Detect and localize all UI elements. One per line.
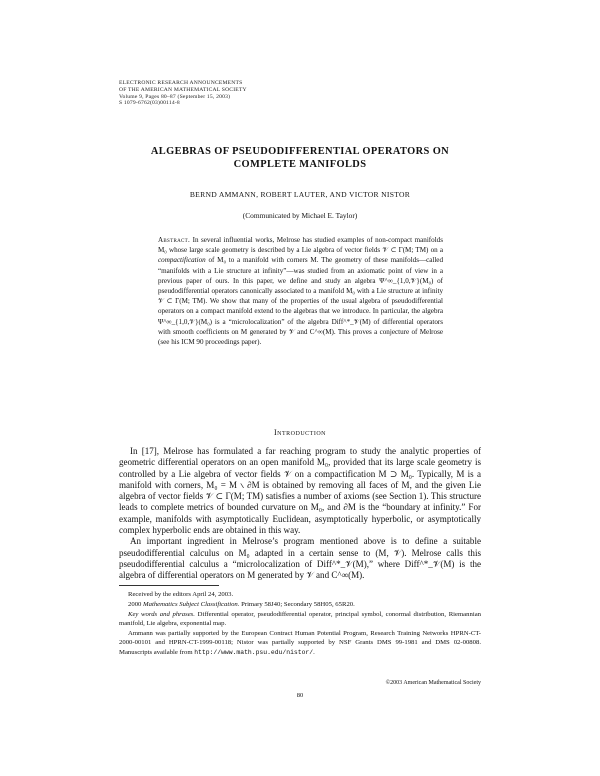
section-heading-introduction: Introduction <box>274 428 326 437</box>
support-text: Ammann was partially supported by the European Contract Human Potential Program, Research Training Networks HPRN-CT-2000-00101 and HPRN-CT-1999-00118; Nistor was partially supported by NSF Grants DMS 99-1981 and DMS 02-00808. Manuscripts available from <box>119 630 481 656</box>
page-number: 80 <box>296 692 304 699</box>
msc-codes: Primary 58J40; Secondary 58H05, 65R20. <box>241 601 355 609</box>
journal-name-line-2: OF THE AMERICAN MATHEMATICAL SOCIETY <box>119 86 247 93</box>
footnote-msc <box>119 600 481 609</box>
msc-year: 2000 <box>128 601 142 609</box>
msc-label: Mathematics Subject Classification. <box>143 601 240 609</box>
introduction-body <box>119 446 481 582</box>
paper-title-line-1: ALGEBRAS OF PSEUDODIFFERENTIAL OPERATORS ON <box>150 146 450 157</box>
abstract-emphasis: compactification <box>158 256 206 265</box>
authors: BERND AMMANN, ROBERT LAUTER, AND VICTOR NISTOR <box>189 190 411 199</box>
introduction-paragraph-1: In [17], Melrose has formulated a far reaching program to study the analytic properties of geometric differential operators on an open manifold M₀, provided that its large scale geometry is controlled by a Lie algebra of vector fields 𝒱 on a compactification M ⊃ M₀. Typically, M is a manifold with corners, M₀ = M ∖ ∂M is obtained by removing all faces of M, and the given Lie algebra of vector fields 𝒱 ⊂ Γ(M; TM) satisfies a number of axioms (see Section 1). This structure leads to complete metrics of bounded curvature on M₀, and ∂M is the “boundary at infinity.” For example, manifolds with asymptotically Euclidean, asymptotically hyperbolic, or asymptotically complex hyperbolic ends are obtained in this way. <box>119 446 481 536</box>
paper-title <box>0 145 600 171</box>
footnote-keywords <box>119 610 481 628</box>
keywords-text: Differential operator, pseudodifferential operator, principal symbol, conormal distribution, Riemannian manifold, Lie algebra, exponential map. <box>119 611 482 628</box>
keywords-label: Key words and phrases. <box>128 611 195 619</box>
communicated-by: (Communicated by Michael E. Taylor) <box>242 211 358 220</box>
issn-info: S 1079-6762(03)00114-8 <box>119 100 180 107</box>
footnote-received: Received by the editors April 24, 2003. <box>128 591 234 598</box>
footnotes <box>119 590 481 658</box>
copyright-notice: ©2003 American Mathematical Society <box>385 680 481 686</box>
abstract-label: Abstract. <box>158 236 191 244</box>
journal-name-line-1: ELECTRONIC RESEARCH ANNOUNCEMENTS <box>119 80 243 86</box>
support-text-end: . <box>313 648 315 656</box>
abstract-text-part-2: of M₀ to a manifold with corners M. The geometry of these manifolds—called “manifolds with a Lie structure at infinity”—was studied from an axiomatic point of view in a previous paper of ours. In this paper, we define and study an algebra Ψ^∞_{1,0,𝒱}(M₀) of pseudodifferential operators canonically associated to a manifold M₀ with a Lie structure at infinity 𝒱 ⊂ Γ(M; TM). We show that many of the properties of the usual algebra of pseudodifferential operators on a compact manifold extend to the algebras that we introduce. In particular, the algebra Ψ^∞_{1,0,𝒱}(M₀) is a “microlocalization” of the algebra Diff^*_𝒱(M) of differential operators with smooth coefficients on M generated by 𝒱 and C^∞(M). This proves a conjecture of Melrose (see his ICM 90 proceedings paper). <box>158 256 444 347</box>
abstract-text-part-1: In several influential works, Melrose has studied examples of non-compact manifolds M₀ whose large scale geometry is described by a Lie algebra of vector fields 𝒱 ⊂ Γ(M; TM) on a <box>158 236 443 255</box>
paper-title-line-2: COMPLETE MANIFOLDS <box>233 159 367 170</box>
manuscripts-url-link[interactable]: http://www.math.psu.edu/nistor/ <box>194 648 314 656</box>
journal-header <box>119 80 419 107</box>
introduction-paragraph-2: An important ingredient in Melrose’s program mentioned above is to define a suitable pseudodifferential calculus on M₀ adapted in a certain sense to (M, 𝒱). Melrose calls this pseudodifferential calculus a “microlocalization of Diff^*_𝒱(M),” where Diff^*_𝒱(M) is the algebra of differential operators on M generated by 𝒱 and C^∞(M). <box>119 536 481 581</box>
footnote-divider <box>119 585 219 586</box>
abstract <box>158 235 443 347</box>
footnote-support <box>119 629 481 656</box>
volume-info: Volume 9, Pages 80–87 (September 15, 2003) <box>119 93 231 100</box>
